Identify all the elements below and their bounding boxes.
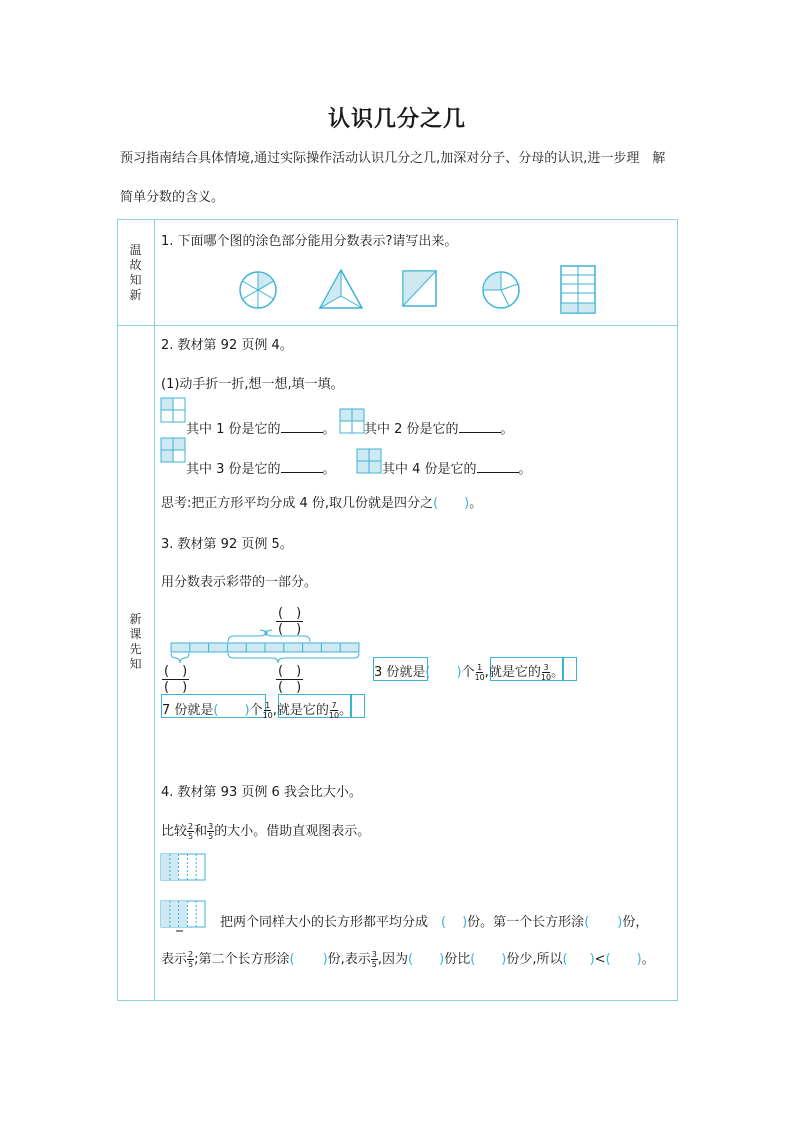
row2-box-c [351,694,365,718]
folded-square-4 [356,448,382,474]
square-diagonal-figure [402,270,438,308]
compare-line-2: 表示 $\frac{2}{5}$ ;第二个长方形涂( )份,表示 $\frac{3}{5}$ ,因为( )份比( )份少,所以( )<( )。 [161,950,655,969]
row1-box-c [563,657,577,681]
grid-rectangle-figure [560,265,596,315]
circle-unequal-figure [481,270,521,310]
ribbon-top-numerator: ( ) [278,606,302,621]
fraction-3-10: $\frac{3}{10}$ [540,663,552,682]
question-4-title: 4. 教材第 93 页例 6 我会比大小。 [161,785,362,800]
folded-square-1 [160,397,186,423]
ribbon-right-fraction-blank[interactable]: ( ) ( ) [278,664,302,695]
page-title: 认识几分之几 [327,107,466,132]
section-preview-label: 新 课 先 知 [129,612,142,671]
triangle-figure [318,268,364,310]
worksheet-table [117,219,678,1001]
fraction-3-5: $\frac{3}{5}$ [208,822,214,841]
fraction-1-10-b: $\frac{1}{10}$ [262,701,273,720]
folded-square-2 [339,408,365,434]
fold-4-text: 其中 4 份是它的 。 [382,462,532,477]
ribbon-figure [170,630,362,664]
question-3-sub: 用分数表示彩带的一部分。 [161,575,318,590]
fraction-1-10: $\frac{1}{10}$ [474,663,485,682]
ribbon-top-denominator: ( ) [278,622,302,637]
compare-line-1: 把两个同样大小的长方形都平均分成 ( )份。第一个长方形涂( )份， [220,915,649,930]
question-3-title: 3. 教材第 92 页例 5。 [161,537,293,552]
folded-square-3 [160,437,186,463]
fold-2-text: 其中 2 份是它的 。 [364,422,514,437]
section-review-label: 温 故 知 新 [129,243,142,302]
fold-2-answer-blank[interactable] [459,432,501,433]
circle-sixths-figure [238,270,278,310]
question-2-sub: (1)动手折一折,想一想,填一填。 [161,377,344,392]
fraction-2-5: $\frac{2}{5}$ [188,822,194,841]
row1-text: 3 份就是( )个 $\frac{1}{10}$ ,就是它的 $\frac{3}{10}$ 。 [374,663,565,682]
intro-line-2: 简单分数的含义。 [120,190,225,205]
question-2-title: 2. 教材第 92 页例 4。 [161,338,293,353]
row2-text: 7 份就是( )个 $\frac{1}{10}$ ,就是它的 $\frac{7}{10}$ 。 [162,701,353,720]
fold-1-text: 其中 1 份是它的 。 [186,422,336,437]
think-line: 思考:把正方形平均分成 4 份,取几份就是四分之( )。 [161,496,483,511]
fraction-7-10: $\frac{7}{10}$ [328,701,340,720]
intro-line-1: 预习指南结合具体情境,通过实际操作活动认识几分之几,加深对分子、分母的认识,进一步理 解 [120,151,666,166]
fold-3-answer-blank[interactable] [281,472,323,473]
fold-4-answer-blank[interactable] [477,472,519,473]
compare-rectangle-1 [160,853,206,881]
question-4-sub: 比较 $\frac{2}{5}$ 和 $\frac{3}{5}$ 的大小。借助直观图表示。 [161,822,371,841]
fold-3-text: 其中 3 份是它的 。 [186,462,336,477]
compare-rectangle-2 [160,900,206,932]
question-1: 1. 下面哪个图的涂色部分能用分数表示?请写出来。 [161,234,458,249]
fold-1-answer-blank[interactable] [281,432,323,433]
ribbon-left-fraction-blank[interactable]: ( ) ( ) [164,664,188,695]
